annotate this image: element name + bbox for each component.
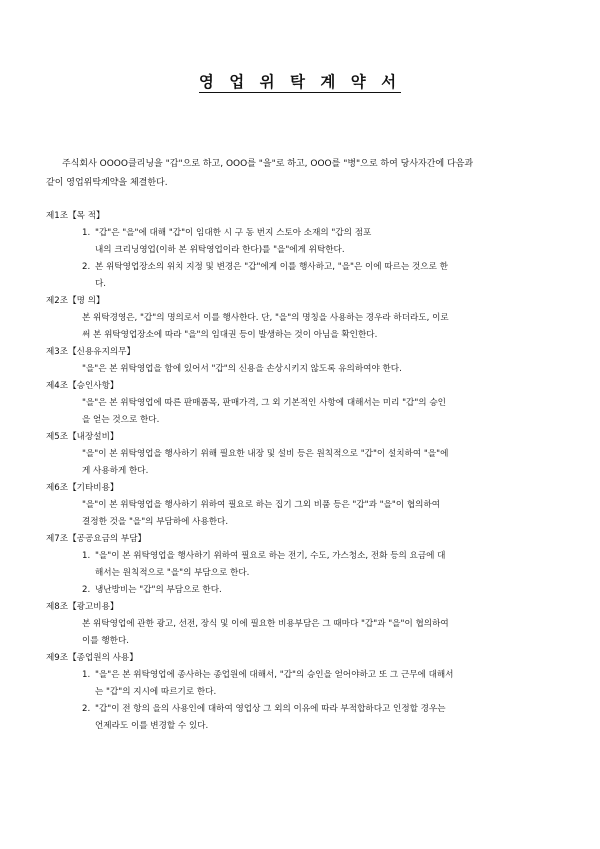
article-2 — [46, 293, 562, 344]
item-line: 다. — [95, 279, 107, 289]
item-number: 2. — [82, 585, 91, 595]
article-title: 제5조【내장설비】 — [46, 432, 119, 442]
article-title: 제2조【명 의】 — [46, 296, 105, 306]
article-body-line: "을"이 본 위탁영업을 행사하기 위해 필요한 내장 및 설비 등은 원칙적으로 "갑"이 설치하여 "을"에 — [82, 449, 449, 459]
intro-paragraph — [46, 155, 556, 193]
item-line: "을"이 본 위탁영업을 행사하기 위하여 필요로 하는 전기, 수도, 가스청소, 전화 등의 요금에 대 — [95, 551, 446, 561]
article-body-line: 이를 행한다. — [82, 636, 129, 646]
document-title — [0, 70, 600, 92]
article-body-line: "을"이 본 위탁영업을 행사하기 위하여 필요로 하는 집기 그외 비품 등은 "갑"과 "을"이 협의하여 — [82, 500, 441, 510]
article-8 — [46, 599, 562, 650]
item-line: "갑"이 전 항의 을의 사용인에 대하여 영업상 그 외의 이유에 따라 부적합하다고 인정할 경우는 — [95, 704, 446, 714]
item-line: 내의 크리닝영업(이하 본 위탁영업이라 한다)를 "을"에게 위탁한다. — [95, 245, 345, 255]
article-title: 제7조【공공요금의 부담】 — [46, 534, 147, 544]
item-number: 1. — [82, 228, 91, 238]
article-item — [82, 667, 562, 701]
item-line: "을"은 본 위탁영업에 종사하는 종업원에 대해서, "갑"의 승인을 얻어야하고 또 그 근무에 대해서 — [95, 670, 454, 680]
article-9 — [46, 650, 562, 735]
item-line: 냉난방비는 "갑"의 부담으로 한다. — [95, 585, 222, 595]
item-number: 1. — [82, 551, 91, 561]
article-6 — [46, 480, 562, 531]
item-line: 는 "갑"의 지시에 따르기로 한다. — [95, 687, 217, 697]
item-line: 해서는 원칙적으로 "을"의 부담으로 한다. — [95, 568, 250, 578]
intro-line: 같이 영업위탁계약을 체결한다. — [46, 178, 168, 188]
article-body-line: 써 본 위탁영업장소에 따라 "을"의 임대권 등이 발생하는 것이 아님을 확인한다. — [82, 330, 378, 340]
item-line: 본 위탁영업장소의 위치 지정 및 변경은 "갑"에게 이를 행사하고, "을"은 이에 따르는 것으로 한 — [95, 262, 448, 272]
article-3 — [46, 344, 562, 378]
article-item — [82, 701, 562, 735]
item-line: 언제라도 이를 변경할 수 있다. — [95, 721, 209, 731]
article-title: 제4조【승인사항】 — [46, 381, 119, 391]
intro-line: 주식회사 OOOO클리닝을 "갑"으로 하고, OOO를 "을"로 하고, OOO를 "병"으로 하여 당사자간에 다음과 — [62, 159, 474, 169]
article-item — [82, 582, 562, 599]
article-item — [82, 548, 562, 582]
article-body-line: "을"은 본 위탁영업을 함에 있어서 "갑"의 신용을 손상시키지 않도록 유의하여야 한다. — [82, 364, 402, 374]
item-number: 2. — [82, 262, 91, 272]
article-title: 제3조【신용유지의무】 — [46, 347, 136, 357]
article-item — [82, 225, 562, 259]
article-5 — [46, 429, 562, 480]
item-number: 2. — [82, 704, 91, 714]
article-body-line: 본 위탁경영은, "갑"의 명의로서 이를 행사한다. 단, "을"의 명칭을 사용하는 경우라 하더라도, 이로 — [82, 313, 449, 323]
article-body-line: 게 사용하게 한다. — [82, 466, 149, 476]
item-line: "갑"은 "을"에 대해 "갑"이 임대한 시 구 동 번지 스토아 소재의 "갑의 점포 — [95, 228, 372, 238]
article-body-line: 결정한 것을 "을"의 부담하에 사용한다. — [82, 517, 229, 527]
item-number: 1. — [82, 670, 91, 680]
article-body-line: 을 얻는 것으로 한다. — [82, 415, 160, 425]
article-item — [82, 259, 562, 293]
articles-list — [46, 208, 562, 735]
article-7 — [46, 531, 562, 599]
article-title: 제8조【광고비용】 — [46, 602, 119, 612]
article-1 — [46, 208, 562, 293]
article-title: 제1조【목 적】 — [46, 211, 105, 221]
article-title: 제9조【종업원의 사용】 — [46, 653, 138, 663]
document-title-text: 영 업 위 탁 계 약 서 — [198, 73, 402, 91]
article-4 — [46, 378, 562, 429]
article-title: 제6조【기타비용】 — [46, 483, 119, 493]
article-body-line: 본 위탁영업에 관한 광고, 선전, 장식 및 이에 필요한 비용부담은 그 때마다 "갑"과 "을"이 협의하여 — [82, 619, 449, 629]
article-body-line: "을"은 본 위탁영업에 따른 판매품목, 판매가격, 그 외 기본적인 사항에 대해서는 미리 "갑"의 승인 — [82, 398, 446, 408]
